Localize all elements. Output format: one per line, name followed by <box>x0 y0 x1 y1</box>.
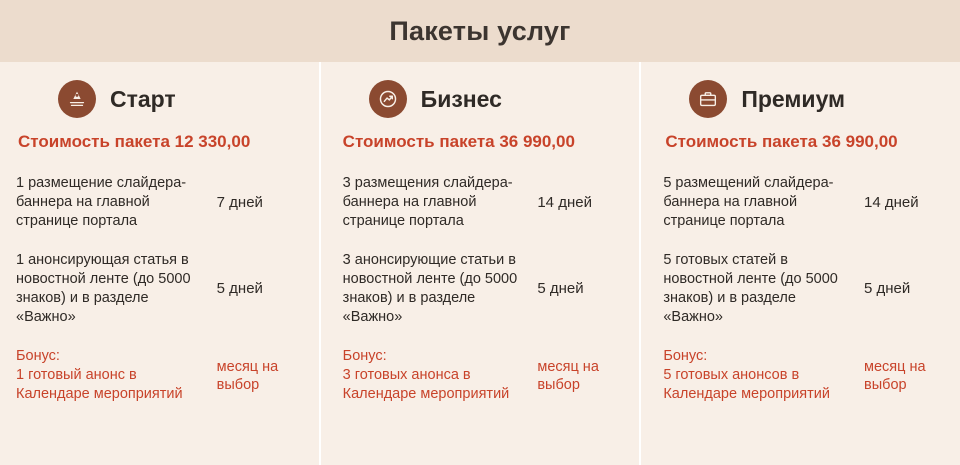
row-duration: 5 дней <box>216 280 263 297</box>
row-description: 3 анонсирующие статьи в новостной ленте (до 5000 знаков) и в разделе «Важно» <box>342 252 518 325</box>
package-price: Стоимость пакета 36 990,00 <box>342 132 575 151</box>
row-description: 5 готовых статей в новостной ленте (до 5000 знаков) и в разделе «Важно» <box>663 252 838 325</box>
row-description: 1 размещение слайдера-баннера на главной странице портала <box>16 175 187 229</box>
package-card-business[interactable] <box>319 62 640 465</box>
start-badge-icon <box>58 80 96 118</box>
bonus-description <box>657 347 854 404</box>
row-description: 5 размещений слайдера-баннера на главной странице портала <box>663 175 834 229</box>
row-description: 3 размещения слайдера-баннера на главной странице портала <box>342 175 513 229</box>
package-name: Старт <box>110 85 176 112</box>
package-columns <box>0 62 960 465</box>
premium-badge-icon <box>689 80 727 118</box>
row-duration: 5 дней <box>537 280 584 297</box>
bonus-label: Бонус: <box>663 348 708 364</box>
row-duration: 5 дней <box>864 280 911 297</box>
business-badge-icon <box>369 80 407 118</box>
package-row <box>657 251 944 327</box>
package-row <box>16 174 303 231</box>
package-card-premium[interactable] <box>639 62 960 465</box>
bonus-text: 1 готовый анонс в Календаре мероприятий <box>16 367 183 402</box>
package-row <box>337 251 624 327</box>
bonus-label: Бонус: <box>16 348 60 364</box>
title-bar <box>0 0 960 62</box>
package-bonus-row <box>657 347 944 404</box>
package-name: Премиум <box>741 85 846 112</box>
package-row <box>16 251 303 327</box>
package-price: Стоимость пакета 12 330,00 <box>18 132 251 151</box>
package-card-start[interactable] <box>0 62 319 465</box>
package-price: Стоимость пакета 36 990,00 <box>665 132 898 151</box>
bonus-duration: месяц на выбор <box>216 358 279 393</box>
row-duration: 7 дней <box>216 193 263 211</box>
package-bonus-row <box>337 347 624 404</box>
bonus-duration: месяц на выбор <box>537 358 599 393</box>
row-duration: 14 дней <box>864 193 919 211</box>
row-description: 1 анонсирующая статья в новостной ленте (до 5000 знаков) и в разделе «Важно» <box>16 252 191 325</box>
bonus-label: Бонус: <box>342 348 387 364</box>
bonus-description <box>337 347 528 404</box>
row-duration: 14 дней <box>537 193 592 211</box>
package-name: Бизнес <box>420 85 502 112</box>
bonus-text: 5 готовых анонсов в Календаре мероприятий <box>663 367 830 402</box>
bonus-description <box>16 347 207 404</box>
bonus-duration: месяц на выбор <box>864 358 926 393</box>
package-row <box>337 174 624 231</box>
package-row <box>657 174 944 231</box>
package-header <box>16 80 303 118</box>
bonus-text: 3 готовых анонса в Календаре мероприятий <box>342 367 510 402</box>
package-bonus-row <box>16 347 303 404</box>
package-header <box>657 80 944 118</box>
page-title: Пакеты услуг <box>389 15 571 46</box>
package-header <box>337 80 624 118</box>
